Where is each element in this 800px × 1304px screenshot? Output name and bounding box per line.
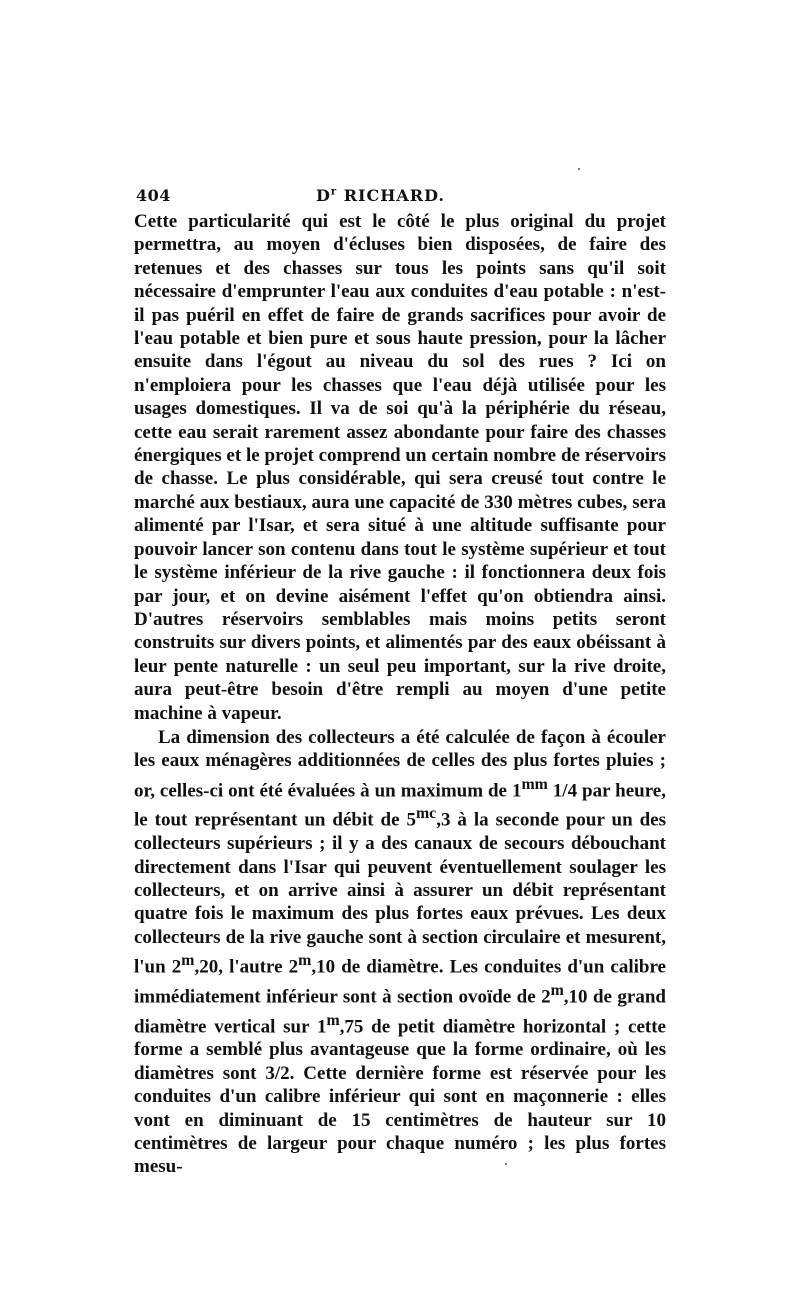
page-number: 404 — [136, 186, 171, 205]
text-run: ,20, l'autre 2 — [194, 956, 299, 978]
unit-superscript: m — [298, 952, 312, 970]
text-run: 1/4 par heure, le tout représentant un débit de 5 — [134, 780, 666, 831]
unit-superscript: m — [550, 981, 564, 999]
text-run: ,10 de diamètre. Les conduites d'un calibre immédiatement inférieur sont à section ovoïde de 2 — [134, 956, 666, 1008]
body-text — [134, 210, 666, 1179]
unit-superscript: mm — [521, 775, 548, 793]
unit-superscript: m — [326, 1011, 340, 1029]
author-suffix: r — [330, 186, 338, 198]
author-prefix: D — [316, 186, 331, 205]
unit-superscript: m — [181, 952, 195, 970]
unit-superscript: mc — [416, 805, 437, 823]
paragraph-2 — [134, 726, 666, 1179]
text-run: La dimension des collecteurs a été calculée de façon à écouler les eaux ménagères additionnées de celles des plus fortes pluies ; or, celles-ci ont été évaluées à un maximum de 1 — [134, 726, 666, 802]
text-run: ,75 de petit diamètre horizontal ; cette forme a semblé plus avantageuse que la forme ordinaire, où les diamètres sont 3/2. Cette dernière forme est réservée pour les conduites d'un calibre inférieur qui sont en maçonnerie : elles vont en diminuant de 15 centimètres de hauteur sur 10 centimètres de largeur pour chaque numéro ; les plus fortes mesu- — [134, 1016, 666, 1178]
running-header — [136, 186, 666, 206]
paper-speck — [578, 168, 580, 170]
author-name: RICHARD. — [343, 186, 445, 205]
paragraph-1: Cette particularité qui est le côté le plus original du projet permettra, au moyen d'écluses bien disposées, de faire des retenues et des chasses sur tous les points sans qu'il soit nécessaire d'emprunter l'eau aux conduites d'eau potable : n'est-il pas puéril en effet de faire de grands sacrifices pour avoir de l'eau potable et bien pure et sous haute pression, pour la lâcher ensuite dans l'égout au niveau du sol des rues ? Ici on n'emploiera pour les chasses que l'eau déjà utilisée pour les usages domestiques. Il va de soi qu'à la périphérie du réseau, cette eau serait rarement assez abondante pour faire des chasses énergiques et le projet comprend un certain nombre de réservoirs de chasse. Le plus considérable, qui sera creusé tout contre le marché aux bestiaux, aura une capacité de 330 mètres cubes, sera alimenté par l'Isar, et sera situé à une altitude suffisante pour pouvoir lancer son contenu dans tout le système supérieur et tout le système inférieur de la rive gauche : il fonctionnera deux fois par jour, et on devine aisément l'effet qu'on obtiendra ainsi. D'autres réservoirs semblables mais moins petits seront construits sur divers points, et alimentés par des eaux obéissant à leur pente naturelle : un seul peu important, sur la rive droite, aura peut-être besoin d'être rempli au moyen d'une petite machine à vapeur. — [134, 211, 666, 724]
running-title — [316, 186, 445, 205]
text-run: ,3 à la seconde pour un des collecteurs supérieurs ; il y a des canaux de secours débouchant directement dans l'Isar qui peuvent éventuellement soulager les collecteurs, et on arrive ainsi à assurer un débit représentant quatre fois le maximum des plus fortes eaux prévues. Les deux collecteurs de la rive gauche sont à section circulaire et mesurent, l'un 2 — [134, 809, 667, 978]
paper-speck — [505, 1163, 507, 1165]
text-run: ,10 de grand diamètre vertical sur 1 — [134, 986, 666, 1038]
